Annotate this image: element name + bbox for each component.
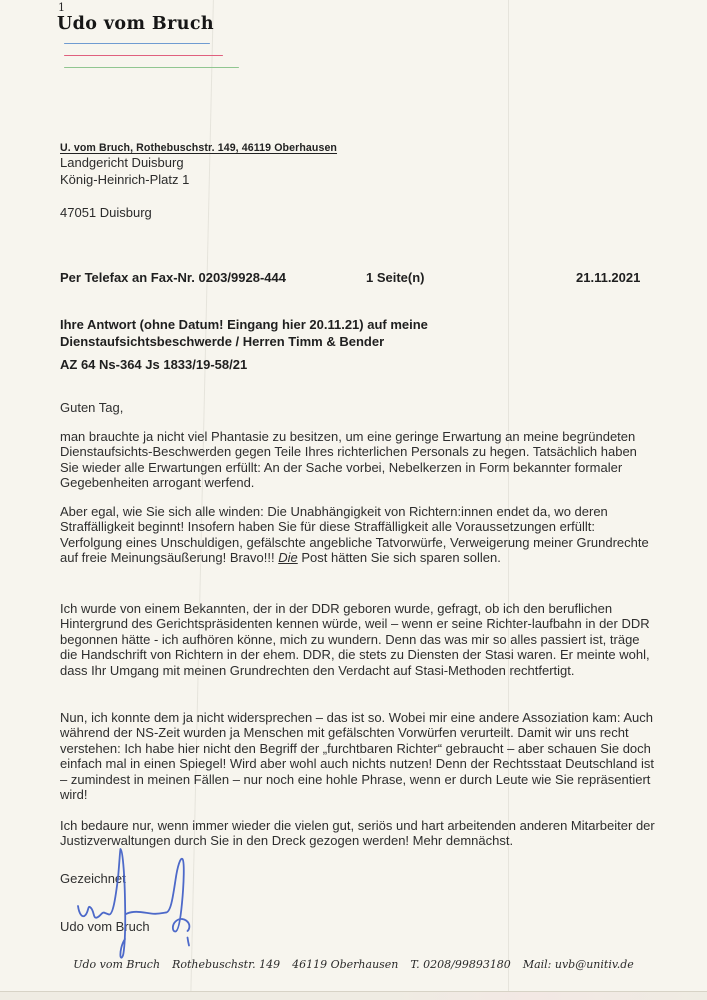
recipient-name: Landgericht Duisburg: [60, 155, 184, 170]
paragraph-1: man brauchte ja nicht viel Phantasie zu besitzen, um eine geringe Erwartung an meine begründeten Dienstaufsichts-Beschwerden gegen Teile Ihres richterlichen Personals zu hegen. Tatsächlich haben Sie wieder alle Erwartungen erfüllt: An der Sache vorbei, Nebelkerzen in Form bekannter formaler Gegebenheiten arrogant werfend.: [60, 429, 637, 491]
letterhead-rule-blue: [64, 43, 210, 44]
sender-address-line: U. vom Bruch, Rothebuschstr. 149, 46119 Oberhausen: [60, 142, 338, 154]
paragraph-4: Nun, ich konnte dem ja nicht widersprechen – das ist so. Wobei mir eine andere Assoziation kam: Auch während der NS-Zeit wurden ja Menschen mit gefälschten Vorwürfen verurteilt. Damit wir uns recht verstehen: Ich habe hier nicht den Begriff der „furchtbaren Richter“ gebraucht – aber schauen Sie doch einfach mal in einen Spiegel! Wird aber wohl auch nichts nutzen! Denn der Rechtsstaat Deutschland ist – zumindest in meinen Fällen – nur noch eine hohle Phrase, wenn er durch Leute wie Sie repräsentiert wird!: [60, 710, 654, 803]
page-number: 1: [58, 1, 65, 14]
recipient-street: König-Heinrich-Platz 1: [60, 171, 190, 187]
letter-date: 21.11.2021: [576, 270, 641, 285]
subject-line-1: Ihre Antwort (ohne Datum! Eingang hier 20.11.21) auf meine: [60, 317, 428, 332]
paragraph-3: Ich wurde von einem Bekannten, der in der DDR geboren wurde, gefragt, ob ich den beruflichen Hintergrund des Gerichtspräsidenten kennen würde, weil – wenn er seine Richter-laufbahn in der DDR begonnen hätte - ich aufhören könne, mich zu wundern. Denn das was mir so alles passiert ist, träge die Handschrift von Richtern in der ehem. DDR, die stets zu Diensten der Stasi waren. Er meinte wohl, dass Ihr Umgang mit meinen Grundrechten den Verdacht auf Stasi-Methoden rechtfertigt.: [60, 601, 650, 678]
footer-email: Mail: uvb@unitiv.de: [522, 958, 634, 971]
letterhead-name: Udo vom Bruch: [57, 14, 215, 34]
footer-city: 46119 Oberhausen: [292, 958, 399, 971]
paragraph-2: [60, 504, 657, 566]
paragraph-2-emphasis: Die: [278, 550, 298, 566]
footer-name: Udo vom Bruch: [73, 958, 161, 971]
subject-line-2: Dienstaufsichtsbeschwerde / Herren Timm & Bender: [60, 333, 385, 349]
scan-bottom-strip: [0, 992, 707, 1000]
recipient-city: 47051 Duisburg: [60, 205, 152, 220]
handwritten-signature-ink: [70, 840, 205, 972]
footer-phone: T. 0208/99893180: [410, 958, 511, 971]
letterhead-rule-red: [64, 55, 223, 56]
footer-contact-line: [0, 958, 707, 971]
footer-street: Rothebuschstr. 149: [172, 958, 281, 971]
closing-gezeichnet: Gezeichnet: [60, 871, 126, 886]
paragraph-2-text: Aber egal, wie Sie sich alle winden: Die Unabhängigkeit von Richtern:innen endet da, wo deren Straffälligkeit beginnt! Insofern haben Sie für diese Straffälligkeit alle Voraussetzungen erfüllt: Verfolgung eines Unschuldigen, gefälschte angebliche Tatvorwürfe, Verweigerung meiner Grundrechte auf freie Meinungsäußerung! Bravo!!!: [60, 504, 649, 566]
paragraph-2-text-end: Post hätten Sie sich sparen sollen.: [297, 550, 501, 566]
paper-crease-right: [508, 0, 509, 1000]
page-count: 1 Seite(n): [366, 270, 425, 285]
signer-name: Udo vom Bruch: [60, 919, 150, 934]
salutation: Guten Tag,: [60, 400, 124, 415]
letterhead-rule-green: [64, 67, 239, 68]
paragraph-5: Ich bedaure nur, wenn immer wieder die vielen gut, seriös und hart arbeitenden anderen Mitarbeiter der Justizverwaltungen durch Sie in den Dreck gezogen werden! Mehr demnächst.: [60, 818, 655, 849]
case-number: AZ 64 Ns-364 Js 1833/19-58/21: [60, 357, 248, 372]
recipient-address: [60, 155, 189, 188]
subject-block: [60, 317, 620, 350]
fax-transmission-row: [60, 270, 656, 286]
fax-number-line: Per Telefax an Fax-Nr. 0203/9928-444: [60, 270, 286, 285]
